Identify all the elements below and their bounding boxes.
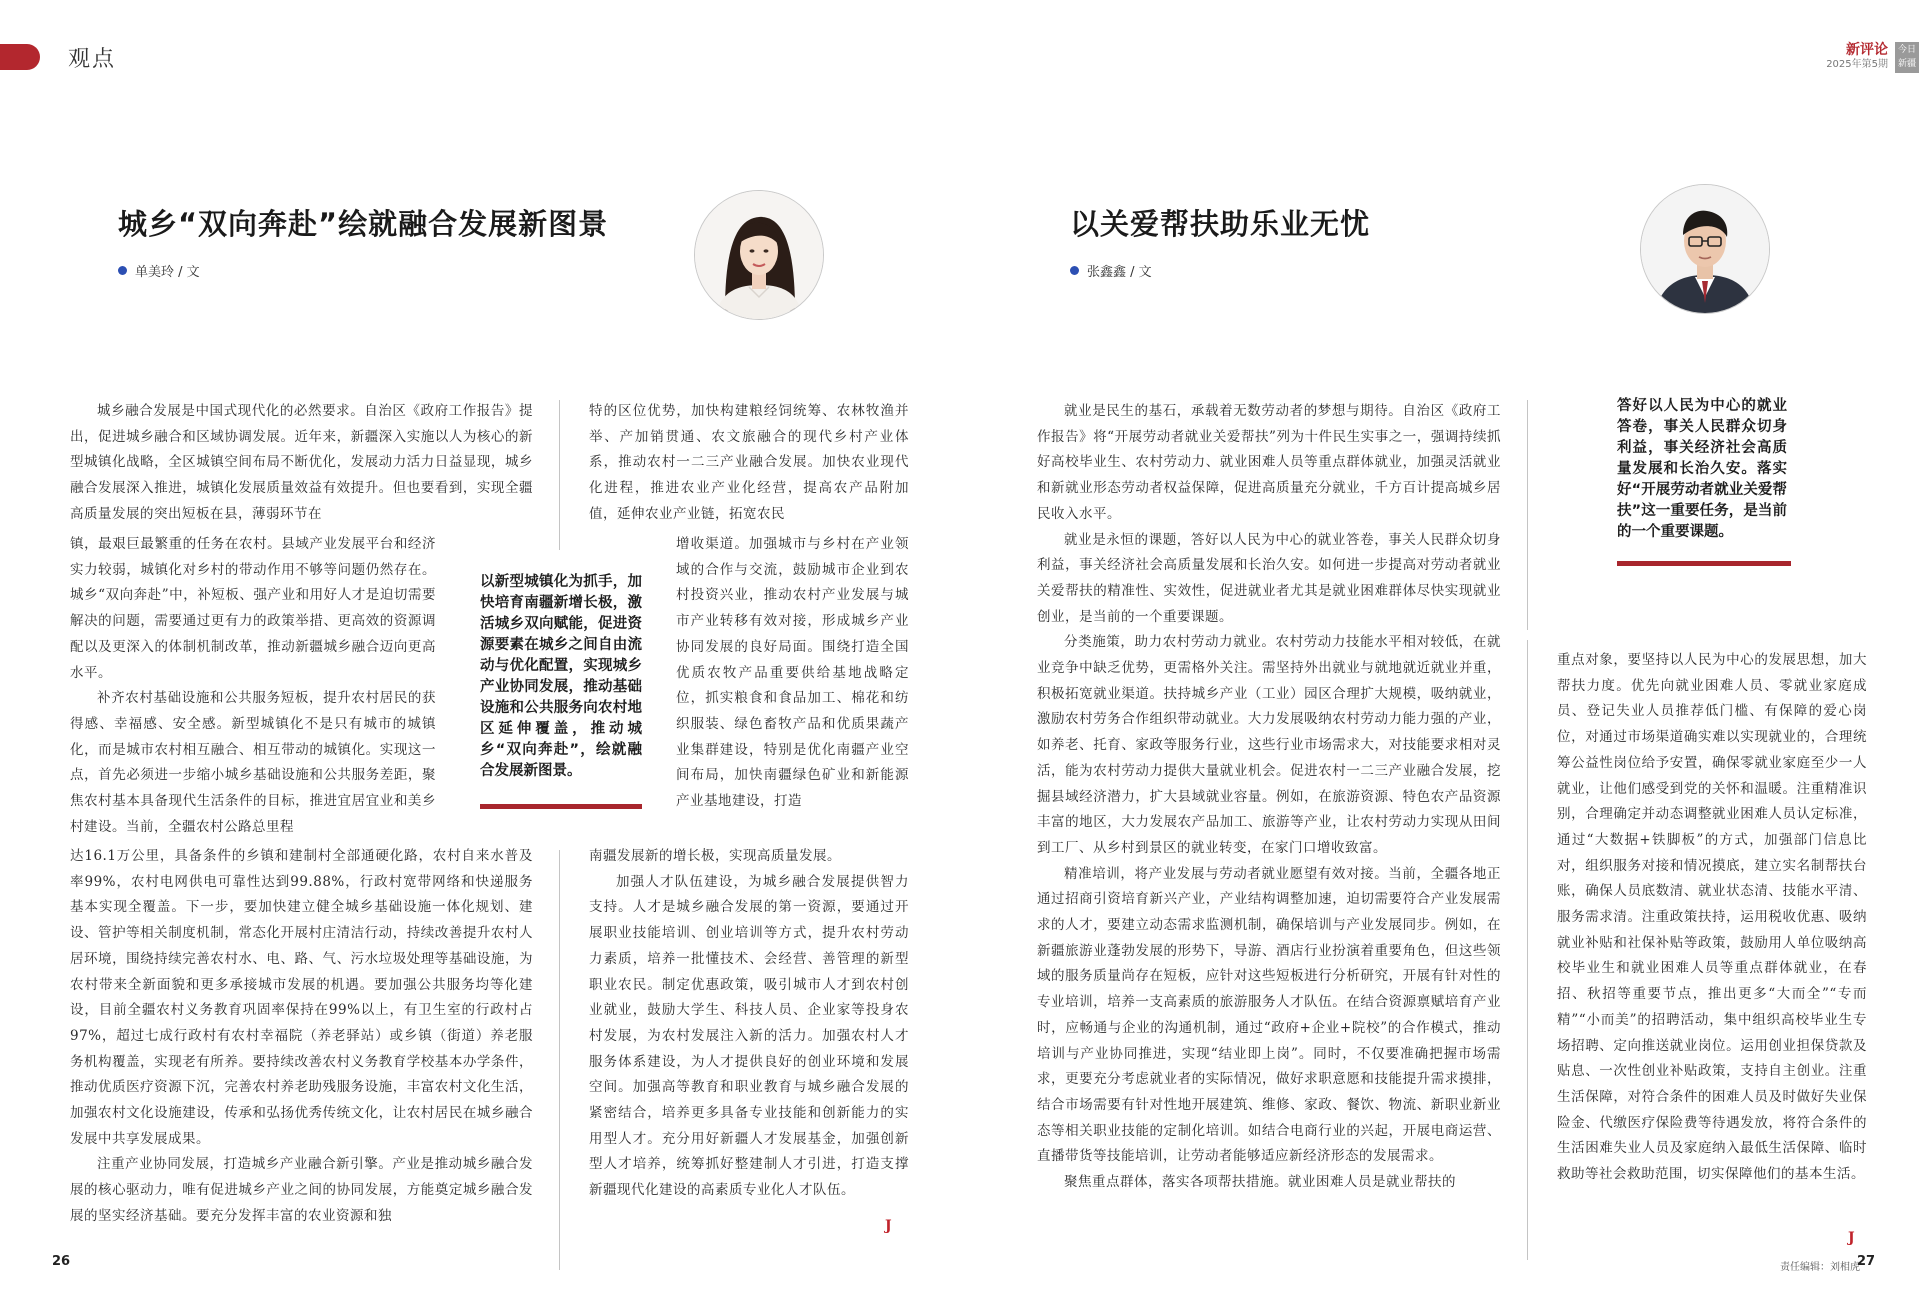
right-pull-quote-rule	[1617, 561, 1791, 566]
magazine-logo: 今日 新疆	[1895, 42, 1919, 73]
byline-dot	[1070, 266, 1079, 275]
right-col1: 就业是民生的基石，承载着无数劳动者的梦想与期待。自治区《政府工作报告》将“开展劳动者就业关爱帮扶”列为十件民生实事之一，强调持续抓好高校毕业生、农村劳动力、就业困难人员等重点群体就业，加强灵活就业和新就业形态劳动者权益保障，促进高质量充分就业，千方百计提高城乡居民收入水平。 就业是永恒的课题，答好以人民为中心的就业答卷，事关人民群众切身利益，事关经济社会高质量发展和长治久安。如何进一步提高对劳动者就业关爱帮扶的精准性、实效性，促进就业者尤其是就业困难群体尽快实现就业创业，是当前的一个重要课题。 分类施策，助力农村劳动力就业。农村劳动力技能水平相对较低，在就业竞争中缺乏优势，更需格外关注。需坚持外出就业与就地就近就业并重，积极拓宽就业渠道。扶持城乡产业（工业）园区合理扩大规模，吸纳就业，激励农村劳务合作组织带动就业。大力发展吸纳农村劳动力能力强的产业，如养老、托育、家政等服务行业，这些行业市场需求大，对技能要求相对灵活，能为农村劳动力提供大量就业机会。促进农村一二三产业融合发展，挖掘县域经济潜力，扩大县域就业容量。例如，在旅游资源、特色农产品资源丰富的地区，大力发展农产品加工、旅游等产业，让农村劳动力实现从田间到工厂、从乡村到景区的就业转变，在家门口增收致富。 精准培训，将产业发展与劳动者就业愿望有效对接。当前，全疆各地正通过招商引资培育新兴产业，产业结构调整加速，迫切需要符合产业发展需求的人才，要建立动态需求监测机制，确保培训与产业发展同步。例如，在新疆旅游业蓬勃发展的形势下，导游、酒店行业扮演着重要角色，但这些领域的服务质量尚存在短板，应针对这些短板进行分析研究，开展有针对性的专业培训，培养一支高素质的旅游服务人才队伍。在结合资源禀赋培育产业时，应畅通与企业的沟通机制，通过“政府+企业+院校”的合作模式，推动培训与产业协同推进，实现“结业即上岗”。同时，不仅要准确把握市场需求，更要充分考虑就业者的实际情况，做好求职意愿和技能提升需求摸排，结合市场需要有针对性地开展建筑、维修、家政、餐饮、物流、新职业新业态等相关职业技能的定制化培训。如结合电商行业的兴起，开展电商运营、直播带货等技能培训，让劳动者能够适应新经济形态的发展需求。 聚焦重点群体，落实各项帮扶措施。就业困难人员是就业帮扶的	[1037, 403, 1501, 1191]
right-end-mark: J	[1848, 1230, 1855, 1246]
byline-dot	[118, 266, 127, 275]
right-pull-quote-text: 答好以人民为中心的就业答卷，事关人民群众切身利益，事关经济社会高质量发展和长治久安。落实好“开展劳动者就业关爱帮扶”这一重要任务，是当前的一个重要课题。	[1617, 398, 1787, 540]
left-col1-bottom: 达16.1万公里，具备条件的乡镇和建制村全部通硬化路，农村自来水普及率99%，农村电网供电可靠性达到99.88%，行政村宽带网络和快递服务基本实现全覆盖。下一步，要加快建立健全城乡基础设施一体化规划、建设、管护等相关制度机制，常态化开展村庄清洁行动，持续改善提升农村人居环境，围绕持续完善农村水、电、路、气、污水垃圾处理等基础设施，为农村带来全新面貌和更多承接城市发展的机遇。要加强公共服务均等化建设，目前全疆农村义务教育巩固率保持在99%以上，有卫生室的行政村占97%，超过七成行政村有农村幸福院（养老驿站）或乡镇（街道）养老服务机构覆盖，实现老有所养。要持续改善农村义务教育学校基本办学条件，推动优质医疗资源下沉，完善农村养老助残服务设施，丰富农村文化生活，加强农村文化设施建设，传承和弘扬优秀传统文化，让农村居民在城乡融合发展中共享发展成果。 注重产业协同发展，打造城乡产业融合新引擎。产业是推动城乡融合发展的核心驱动力，唯有促进城乡产业之间的协同发展，方能奠定城乡融合发展的坚实经济基础。要充分发挥丰富的农业资源和独	[70, 848, 533, 1224]
left-col2-narrow: 增收渠道。加强城市与乡村在产业领域的合作与交流，鼓励城市企业到农村投资兴业，推动农村产业发展与城市产业转移有效对接，形成城乡产业协同发展的良好局面。围绕打造全国优质农牧产品重要供给基地战略定位，抓实粮食和食品加工、棉花和纺织服装、绿色畜牧产品和优质果蔬产业集群建设，特别是优化南疆产业空间布局，加快南疆绿色矿业和新能源产业基地建设，打造	[676, 536, 909, 810]
right-author-portrait	[1640, 184, 1770, 314]
left-author-portrait	[694, 190, 824, 320]
left-pull-quote-rule	[480, 804, 642, 809]
right-column-divider	[1527, 400, 1528, 630]
issue-label: 2025年第5期	[1826, 59, 1888, 70]
right-col2: 重点对象，要坚持以人民为中心的发展思想，加大帮扶力度。优先向就业困难人员、零就业家庭成员、登记失业人员推荐低门槛、有保障的爱心岗位，对通过市场渠道确实难以实现就业的，合理统筹公益性岗位给予安置，确保零就业家庭至少一人就业，让他们感受到党的关怀和温暖。注重精准识别，合理确定并动态调整就业困难人员认定标准，通过“大数据+铁脚板”的方式，加强部门信息比对，组织服务对接和情况摸底，建立实名制帮扶台账，确保人员底数清、就业状态清、技能水平清、服务需求清。注重政策扶持，运用税收优惠、吸纳就业补贴和社保补贴等政策，鼓励用人单位吸纳高校毕业生和就业困难人员等重点群体就业，在春招、秋招等重要节点，推出更多“大而全”“专而精”“小而美”的招聘活动，集中组织高校毕业生专场招聘、定向推送就业岗位。运用创业担保贷款及贴息、一次性创业补贴政策，支持自主创业。注重生活保障，对符合条件的困难人员及时做好失业保险金、代缴医疗保险费等待遇发放，将符合条件的生活困难失业人员及家庭纳入最低生活保障、临时救助等社会救助范围，切实保障他们的基本生活。	[1557, 652, 1867, 1183]
left-page-number: 26	[52, 1254, 71, 1269]
left-column-divider-lower	[559, 850, 560, 1270]
right-article-title: 以关爱帮扶助乐业无忧	[1070, 207, 1371, 241]
right-byline	[1070, 261, 1152, 280]
left-author: 单美玲 / 文	[135, 265, 200, 280]
left-pull-quote-text: 以新型城镇化为抓手，加快培育南疆新增长极，激活城乡双向赋能，促进资源要素在城乡之间自由流动与优化配置，实现城乡产业协同发展，推动基础设施和公共服务向农村地区延伸覆盖，推动城乡“双向奔赴”，绘就融合发展新图景。	[480, 574, 642, 779]
portrait-man-icon	[1641, 185, 1769, 313]
left-byline	[118, 261, 200, 280]
portrait-woman-icon	[695, 191, 823, 319]
magazine-name: 新评论	[1846, 42, 1888, 58]
magazine-brand	[1826, 42, 1888, 72]
left-col2-top: 特的区位优势，加快构建粮经饲统筹、农林牧渔并举、产加销贯通、农文旅融合的现代乡村产业体系，推动农村一二三产业融合发展。加快农业现代化进程，推进农业产业化经营，提高农产品附加值，延伸农业产业链，拓宽农民	[589, 403, 909, 522]
right-pull-quote	[1617, 396, 1787, 566]
right-column-divider-lower	[1527, 640, 1528, 1260]
left-pull-quote	[480, 572, 642, 809]
section-tab	[0, 44, 40, 70]
left-column-divider	[559, 400, 560, 550]
left-col1-narrow: 镇，最艰巨最繁重的任务在农村。县域产业发展平台和经济实力较弱，城镇化对乡村的带动作用不够等问题仍然存在。城乡“双向奔赴”中，补短板、强产业和用好人才是迫切需要解决的问题，需要通过更有力的政策举措、更高效的资源调配以及更深入的体制机制改革，推动新疆城乡融合迈向更高水平。 补齐农村基础设施和公共服务短板，提升农村居民的获得感、幸福感、安全感。新型城镇化不是只有城市的城镇化，而是城市农村相互融合、相互带动的城镇化。实现这一点，首先必须进一步缩小城乡基础设施和公共服务差距，聚焦农村基本具备现代生活条件的目标，推进宜居宜业和美乡村建设。当前，全疆农村公路总里程	[70, 536, 436, 835]
section-label: 观点	[68, 47, 117, 72]
left-article-title: 城乡“双向奔赴”绘就融合发展新图景	[118, 207, 609, 241]
left-col1-top: 城乡融合发展是中国式现代化的必然要求。自治区《政府工作报告》提出，促进城乡融合和区域协调发展。近年来，新疆深入实施以人为核心的新型城镇化战略，全区城镇空间布局不断优化，发展动力活力日益显现，城乡融合发展深入推进，城镇化发展质量效益有效提升。但也要看到，实现全疆高质量发展的突出短板在县，薄弱环节在	[70, 403, 533, 522]
left-end-mark: J	[885, 1218, 892, 1234]
right-author: 张鑫鑫 / 文	[1087, 265, 1152, 280]
right-page-number: 27	[1857, 1254, 1876, 1269]
left-col2-bottom: 南疆发展新的增长极，实现高质量发展。 加强人才队伍建设，为城乡融合发展提供智力支持。人才是城乡融合发展的第一资源，要通过开展职业技能培训、创业培训等方式，提升农村劳动力素质，培养一批懂技术、会经营、善管理的新型职业农民。制定优惠政策，吸引城市人才到农村创业就业，鼓励大学生、科技人员、企业家等投身农村发展，为农村发展注入新的活力。加强农村人才服务体系建设，为人才提供良好的创业环境和发展空间。加强高等教育和职业教育与城乡融合发展的紧密结合，培养更多具备专业技能和创新能力的实用型人才。充分用好新疆人才发展基金，加强创新型人才培养，统筹抓好整建制人才引进，打造支撑新疆现代化建设的高素质专业化人才队伍。	[589, 848, 909, 1199]
editor-credit: 责任编辑：刘相虎	[1780, 1262, 1860, 1273]
